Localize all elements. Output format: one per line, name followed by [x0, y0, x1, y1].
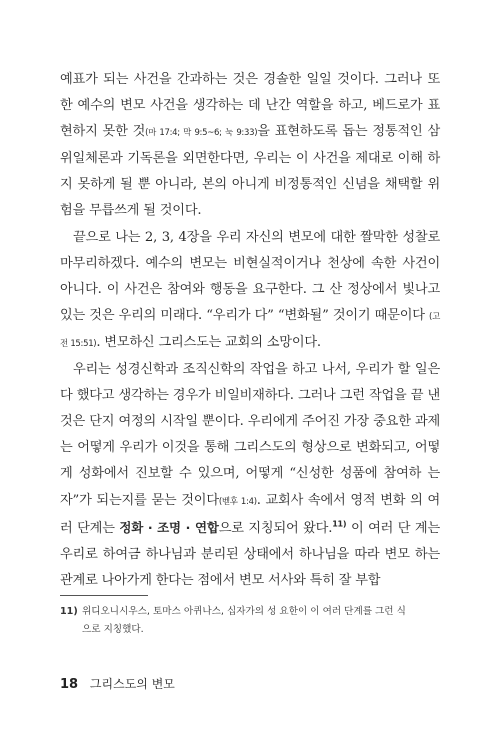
text-line: 낸 것은 단지 여정의 시작일 뿐이다. 우리에게 주어진 가장 중요한	[60, 388, 440, 430]
text-line: 어떻게 성화에서 진보할 수 있으며, 어떻게 “신성한 성품에 참여하	[60, 440, 440, 482]
footnote	[60, 603, 440, 639]
text-line: 이 여러 단	[346, 520, 411, 536]
footnote-marker[interactable]: 11)	[332, 519, 347, 529]
text-line: 삼위일체론과 기독론을 외면한다면, 우리는 이 사건을 제대로 이해	[60, 124, 440, 167]
text-line: 끝으로 나는 2, 3, 4장을 우리 자신의 변모에 대한 짤막한 성찰로	[73, 229, 440, 245]
text-line: 우리는 성경신학과 조직신학의 작업을 하고 나서, 우리가 할 일은	[73, 362, 440, 378]
text-line: 아니다. 이 사건은 참여와 행동을 요구한다. 그 산 정상에서 빛나고	[60, 281, 440, 297]
page-footer	[60, 675, 175, 692]
text-line: 위험을 무릅쓰게 될 것이다.	[60, 177, 440, 219]
footnote-number: 11)	[60, 606, 78, 617]
text-line: 으로 지칭되어 왔다.	[218, 520, 333, 536]
text-line: 하는 관계로 나아가게 한다는 점에서 변모 서사와 특히 잘 부합	[60, 546, 440, 588]
scripture-reference: (벧후 1:4)	[218, 496, 257, 507]
text-line: 계는 우리로 하여금 하나님과 분리된 상태에서 하나님을 따라 변모	[60, 520, 440, 562]
text-line: 과제는 어떻게 우리가 이것을 통해 그리스도의 형상으로 변화되고,	[60, 414, 441, 456]
scripture-reference: (고전 15:51)	[60, 311, 440, 349]
text-line: 의 여러 단계는	[60, 492, 440, 536]
text-line: 한 예수의 변모 사건을 생각하는 데 난간 역할을 하고, 베드로가 표	[60, 98, 440, 114]
text-line: 다 했다고 생각하는 경우가 비일비재하다. 그러나 그런 작업을 끝	[60, 388, 424, 404]
footnote-text: 으로 지칭했다.	[82, 624, 144, 635]
page-number: 18	[60, 677, 79, 692]
text-line: 는 자”가 되는지를 묻는 것이다	[60, 466, 440, 508]
text-line: . 변모하신 그리스도는 교회의 소망이다.	[96, 334, 321, 350]
scripture-reference: (마 17:4; 막 9:5~6; 눅 9:33)	[145, 128, 258, 139]
paragraph-2	[60, 225, 440, 357]
text-line: 현하지 못한 것	[60, 124, 146, 140]
body-text	[60, 67, 440, 594]
text-line: 하지 못하게 될 뿐 아니라, 본의 아니게 비정통적인 신념을 채택할	[60, 151, 440, 193]
text-line: 을 표현하도록 돕는 정통적인	[257, 124, 423, 140]
text-line: 있는 것은 우리의 미래다. “우리가 다” “변화될” 것이기 때문이다	[60, 307, 425, 323]
running-title: 그리스도의 변모	[89, 677, 175, 691]
text-line: . 교회사 속에서 영적 변화	[256, 492, 406, 508]
text-line: 마무리하겠다. 예수의 변모는 비현실적이거나 천상에 속한 사건이	[60, 255, 440, 271]
paragraph-1	[60, 67, 440, 225]
text-line: 예표가 되는 사건을 간과하는 것은 경솔한 일일 것이다. 그러나 또	[60, 72, 440, 87]
footnote-text: 위디오니시우스, 토마스 아퀴나스, 십자가의 성 요한이 이 여러 단계를 그런 식	[82, 606, 406, 617]
paragraph-3	[60, 357, 440, 594]
footnote-divider	[60, 595, 148, 596]
emphasized-stages: 정화 · 조명 · 연합	[119, 519, 219, 535]
